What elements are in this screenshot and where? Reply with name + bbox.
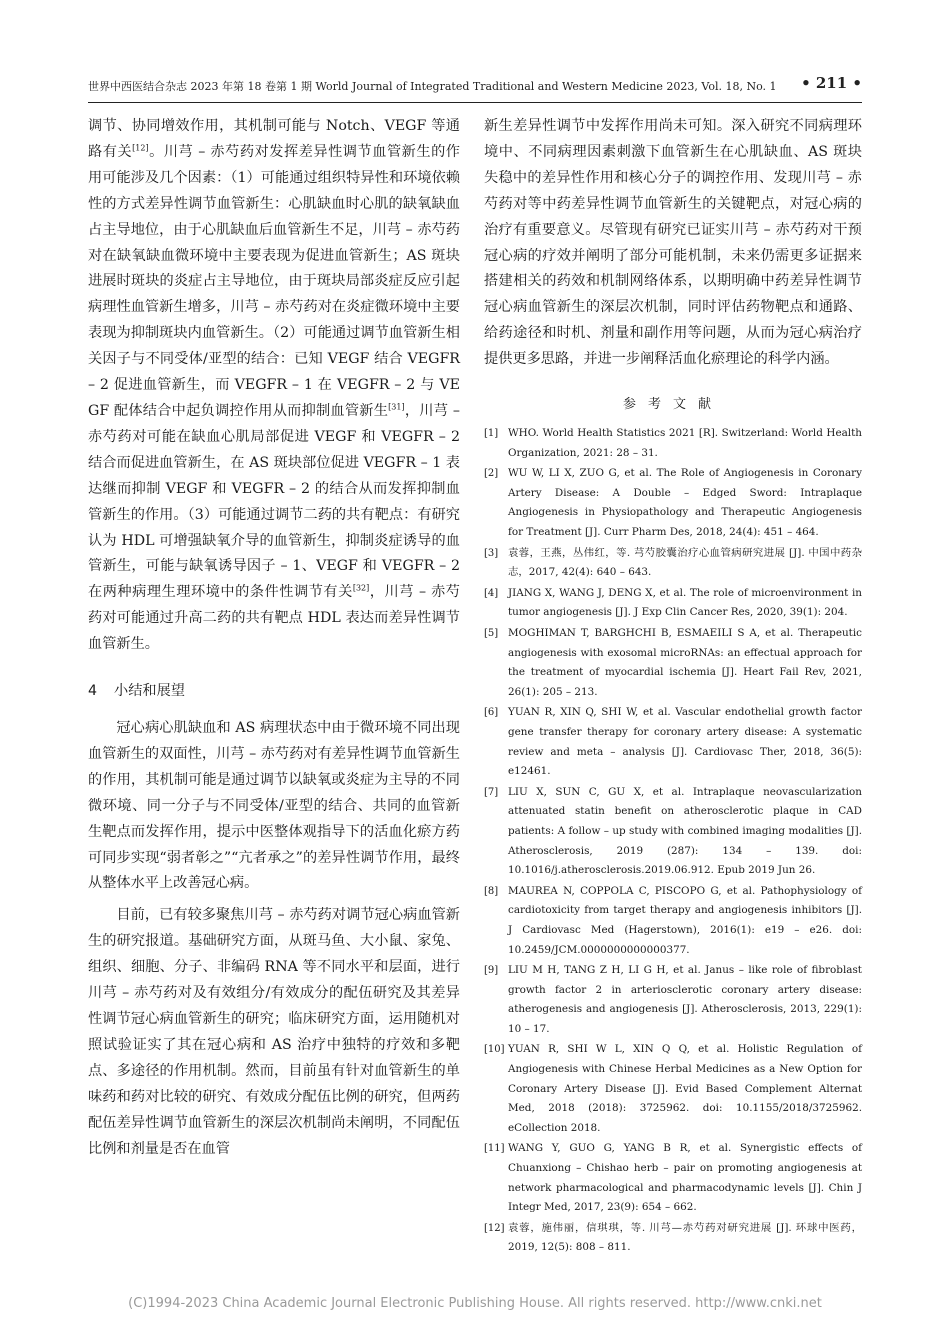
journal-header-text: 世界中西医结合杂志 2023 年第 18 卷第 1 期 World Journal of Integrated Traditional and Western Medicine 2023, Vol. 18, No. 1 [88,80,777,93]
citation-ref-32[interactable]: [32] [352,583,370,593]
reference-list [484,424,862,1258]
reference-number: [11] [484,1143,505,1155]
reference-text: MOGHIMAN T, BARGHCHI B, ESMAEILI S A, et al. Therapeutic angiogenesis with exosomal microRNAs: an effectual approach for the treatment of myocardial ischemia [J]. Heart Fail Rev, 2021, 26(1): 205 – 213. [508,627,862,698]
section-heading [88,680,460,702]
body-paragraph-continued: 新生差异性调节中发挥作用尚未可知。深入研究不同病理环境中、不同病理因素刺激下血管新生在心肌缺血、AS 斑块失稳中的差异性作用和核心分子的调控作用、发现川芎 – 赤芍药对等中药差异性调节血管新生的关键靶点，对冠心病的治疗有重要意义。尽管现有研究已证实川芎 – 赤芍药对干预冠心病的疗效并阐明了部分可能机制，未来仍需更多证据来搭建相关的药效和机制网络体系，以期明确中药差异性调节冠心病血管新生的深层次机制，同时评估药物靶点和通路、给药途径和时机、剂量和副作用等问题，从而为冠心病治疗提供更多思路，并进一步阐释活血化瘀理论的科学内涵。 [484,118,862,368]
reference-item [484,961,862,1039]
reference-number: [10] [484,1044,505,1056]
reference-item [484,624,862,702]
reference-text: MAUREA N, COPPOLA C, PISCOPO G, et al. Pathophysiology of cardiotoxicity from target therapy and angiogenesis inhibitors [J]. J Cardiovasc Med (Hagerstown), 2016(1): e19 – e26. doi: 10.2459/JCM.0000000000000377. [508,884,862,956]
reference-number: [4] [484,587,499,599]
right-column [484,114,862,1259]
reference-text: LIU M H, TANG Z H, LI G H, et al. Janus – like role of fibroblast growth factor 2 in arteriosclerotic coronary artery disease: atherogenesis and angiogenesis [J]. Atherosclerosis, 2013, 229(1): 10 – 17. [508,964,862,1035]
section-title: 小结和展望 [114,683,185,700]
reference-item [484,882,862,960]
body-paragraph: 目前，已有较多聚焦川芎 – 赤芍药对调节冠心病血管新生的研究报道。基础研究方面，从斑马鱼、大小鼠、家兔、组织、细胞、分子、非编码 RNA 等不同水平和层面，进行川芎 – 赤芍药对及有效组分/有效成分的配伍研究及其差异性调节冠心病血管新生的研究；临床研究方面，运用随机对照试验证实了其在冠心病和 AS 治疗中独特的疗效和多靶点、多途径的作用机制。然而，目前虽有针对血管新生的单味药和药对比较的研究、有效成分配伍比例的研究，但两药配伍差异性调节血管新生的深层次机制尚未阐明，不同配伍比例和剂量是否在血管 [88,907,460,1157]
reference-number: [5] [484,628,499,639]
body-paragraph-continued: 调节、协同增效作用，其机制可能与 Notch、VEGF 等通路有关[12]。川芎 – 赤芍药对发挥差异性调节血管新生的作用可能涉及几个因素：（1）可能通过组织特异性和环境依赖性的方式差异性调节血管新生：心肌缺血时心肌的缺氧缺血占主导地位，由于心肌缺血后血管新生不足，川芎 – 赤芍药对在缺氧缺血微环境中主要表现为促进血管新生；AS 斑块进展时斑块的炎症占主导地位，由于斑块局部炎症反应引起病理性血管新生增多，川芎 – 赤芍药对在炎症微环境中主要表现为抑制斑块内血管新生。（2）可能通过调节血管新生相关因子与不同受体/亚型的结合：已知 VEGF 结合 VEGFR – 2 促进血管新生，而 VEGFR – 1 在 VEGFR – 2 与 VEGF 配体结合中起负调控作用从而抑制血管新生[31]，川芎 – 赤芍药对可能在缺血心肌局部促进 VEGF 和 VEGFR – 2 结合而促进血管新生，在 AS 斑块部位促进 VEGFR – 1 表达继而抑制 VEGF 和 VEGFR – 2 的结合从而发挥抑制血管新生的作用。（3）可能通过调节二药的共有靶点：有研究认为 HDL 可增强缺氧介导的血管新生，抑制炎症诱导的血管新生，可能与缺氧诱导因子 – 1、VEGF 和 VEGFR – 2 在两种病理生理环境中的条件性调节有关[32]，川芎 – 赤芍药对可能通过升高二药的共有靶点 HDL 表达而差异性调节血管新生。 [88,118,460,653]
reference-item [484,703,862,781]
reference-item [484,464,862,542]
reference-item [484,1139,862,1217]
reference-text: JIANG X, WANG J, DENG X, et al. The role of microenvironment in tumor angiogenesis [J]. J Exp Clin Cancer Res, 2020, 39(1): 204. [508,586,862,619]
reference-text: 袁蓉，王燕，丛伟红，等. 芎芍胶囊治疗心血管病研究进展 [J]. 中国中药杂志，2017, 42(4): 640 – 643. [508,546,862,579]
reference-number: [3] [484,547,499,559]
reference-number: [6] [484,707,499,719]
running-header [88,72,862,103]
reference-number: [8] [484,885,499,897]
reference-item [484,544,862,583]
reference-text: YUAN R, SHI W L, XIN Q Q, et al. Holistic Regulation of Angiogenesis with Chinese Herbal Medicines as a New Option for Coronary Artery Disease [J]. Evid Based Complement Alternat Med, 2018 (2018): 3725962. doi: 10.1155/2018/3725962. eCollection 2018. [508,1043,862,1134]
reference-item [484,424,862,463]
reference-text: YUAN R, XIN Q, SHI W, et al. Vascular endothelial growth factor gene transfer therapy for coronary artery disease: A systematic review and meta – analysis [J]. Cardiovasc Ther, 2018, 36(5): e12461. [508,706,862,778]
reference-number: [2] [484,468,499,480]
reference-text: LIU X, SUN C, GU X, et al. Intraplaque neovascularization attenuated statin benefit on atherosclerotic plaque in CAD patients: A follow – up study with combined imaging modalities [J]. Atherosclerosis, 2019 (287): 134 – 139. doi: 10.1016/j.atherosclerosis.2019.06.912. Epub 2019 Jun 26. [508,785,862,877]
reference-number: [7] [484,786,499,798]
reference-number: [9] [484,965,499,977]
reference-text: WHO. World Health Statistics 2021 [R]. Switzerland: World Health Organization, 2021: 28 – 31. [508,427,862,459]
reference-item [484,1040,862,1138]
reference-text: WANG Y, GUO G, YANG B R, et al. Synergistic effects of Chuanxiong – Chishao herb – pair on promoting angiogenesis at network pharmacological and pharmacodynamic levels [J]. Chin J Integr Med, 2017, 23(9): 654 – 662. [508,1142,862,1214]
reference-text: 袁蓉，施伟丽，信琪琪，等. 川芎—赤芍药对研究进展 [J]. 环球中医药，2019, 12(5): 808 – 811. [508,1221,862,1254]
references-heading: 参考文献 [622,397,723,413]
page-number: • 211 • [801,74,862,92]
reference-item [484,1219,862,1258]
reference-item [484,584,862,623]
section-number: 4 [88,683,98,700]
reference-number: [1] [484,428,499,440]
copyright-footer: (C)1994-2023 China Academic Journal Electronic Publishing House. All rights reserved. http://www.cnki.net [128,1296,822,1311]
reference-item [484,783,862,881]
reference-number: [12] [484,1222,505,1234]
body-paragraph: 冠心病心肌缺血和 AS 病理状态中由于微环境不同出现血管新生的双面性，川芎 – 赤芍药对有差异性调节血管新生的作用，其机制可能是通过调节以缺氧或炎症为主导的不同微环境、同一分子与不同受体/亚型的结合、共同的血管新生靶点而发挥作用，提示中医整体观指导下的活血化瘀方药可同步实现“弱者彰之”“亢者承之”的差异性调节作用，最终从整体水平上改善冠心病。 [88,720,460,892]
left-column [88,114,460,1162]
citation-ref-31[interactable]: [31] [388,402,405,412]
citation-ref-12[interactable]: [12] [132,143,149,153]
reference-text: WU W, LI X, ZUO G, et al. The Role of Angiogenesis in Coronary Artery Disease: A Double – Edged Sword: Intraplaque Angiogenesis in Physiopathology and Therapeutic Angiogenesis for Treatment [J]. Curr Pharm Des, 2018, 24(4): 451 – 464. [508,467,862,539]
